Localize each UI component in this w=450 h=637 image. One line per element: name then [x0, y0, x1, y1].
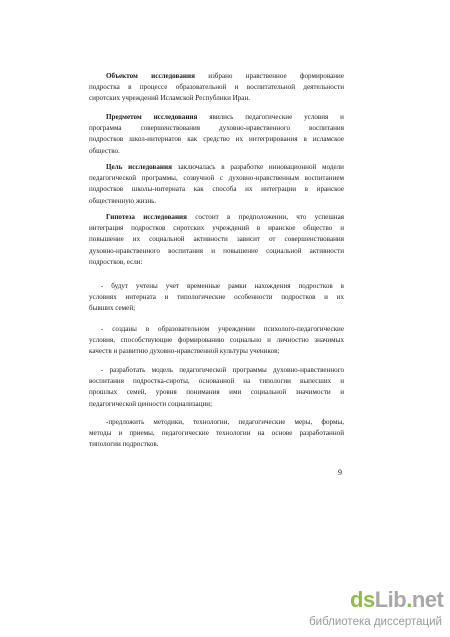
text-line: [89, 336, 344, 345]
line-text: явились педагогические условия и: [197, 113, 344, 121]
text-line: [106, 163, 344, 172]
text-line: [101, 282, 344, 291]
text-line: [106, 418, 344, 427]
line-text: общество.: [89, 146, 120, 155]
line-text: подростков школы-интерната как способа их интеграции в иранское: [89, 185, 344, 194]
text-line: [89, 388, 344, 397]
text-line: [106, 72, 344, 81]
text-line: [89, 235, 344, 244]
watermark-logo: dsLib.net: [350, 587, 444, 612]
dslib-watermark: [292, 588, 442, 632]
bold-term: Цель исследования: [106, 163, 172, 171]
text-line: [89, 83, 344, 92]
line-text: интеграция подростков сиротских учреждений в иранское общество и: [89, 224, 344, 233]
text-line: [89, 135, 344, 144]
line-text: общественную жизнь.: [89, 196, 157, 205]
line-text: программа совершенствования духовно-нравственного воспитания: [89, 124, 344, 133]
text-line: [89, 94, 344, 103]
line-text: - будут учтены учет временные рамки нахождения подростков в: [101, 282, 344, 290]
line-text: педагогической ценности социализации;: [89, 399, 213, 408]
line-text: - созданы в образовательном учреждении психолого-педагогические: [101, 325, 344, 333]
text-line: [89, 185, 344, 194]
line-text: повышение их социальной активности зависит от совершенствования: [89, 235, 344, 244]
text-line: [89, 174, 344, 183]
text-line: [89, 347, 344, 356]
watermark-caption: библиотека диссертаций: [309, 616, 442, 628]
text-line: [89, 440, 344, 449]
line-text: подростков, если:: [89, 257, 143, 266]
line-text: условия, способствующие формированию социально и личностно значимых: [89, 336, 344, 345]
text-line: [106, 213, 344, 222]
line-text: заключалась в разработке инновационной модели: [171, 163, 344, 171]
text-line: [89, 147, 344, 156]
line-text: бывших семей;: [89, 304, 136, 313]
text-line: [89, 124, 344, 133]
text-line: [106, 113, 344, 122]
text-line: [89, 247, 344, 256]
line-text: подростка в процессе образовательной и воспитательной деятельности: [89, 83, 344, 92]
line-text: качеств и развитию духовно-нравственной культуры учеников;: [89, 347, 280, 356]
line-text: духовно-нравственного воспитания и повышение социальной активности: [89, 246, 344, 255]
text-line: [89, 304, 344, 313]
line-text: прошлых семей, уровня понимания ими социальной значимости и: [89, 388, 344, 397]
page-number: 9: [338, 468, 342, 477]
text-line: [89, 293, 344, 302]
text-line: [101, 325, 344, 334]
line-text: сиротских учреждений Исламской Республики Иран.: [89, 94, 251, 103]
text-line: [101, 366, 344, 375]
line-text: -предложить методики, технологии, педагогические меры, формы,: [106, 418, 344, 426]
bold-term: Предметом исследования: [106, 113, 198, 121]
line-text: подростков школ-интернатов как средство их интегрирования в исламское: [89, 135, 344, 144]
line-text: типологии подростков.: [89, 440, 159, 449]
line-text: состоит в предположении, что успешная: [186, 213, 344, 221]
text-line: [89, 197, 344, 206]
text-line: [89, 377, 344, 386]
text-line: [89, 258, 344, 267]
text-line: [89, 224, 344, 233]
bold-term: Гипотеза исследования: [106, 213, 187, 221]
line-text: методы и приемы, педагогические технологии на основе разработанной: [89, 429, 344, 438]
line-text: педагогической программы, созвучной с духовно-нравственным воспитанием: [89, 174, 344, 183]
line-text: воспитания подростка-сироты, основанной на типологии выпесших и: [89, 377, 344, 386]
line-text: условиях интерната и типологические особенности подростков и их: [89, 293, 344, 302]
text-line: [89, 400, 344, 409]
line-text: избрано нравственное формирование: [194, 72, 344, 80]
line-text: - разработать модель педагогической программы духовно-нравственного: [101, 366, 344, 374]
text-line: [89, 429, 344, 438]
bold-term: Объектом исследования: [106, 72, 195, 80]
